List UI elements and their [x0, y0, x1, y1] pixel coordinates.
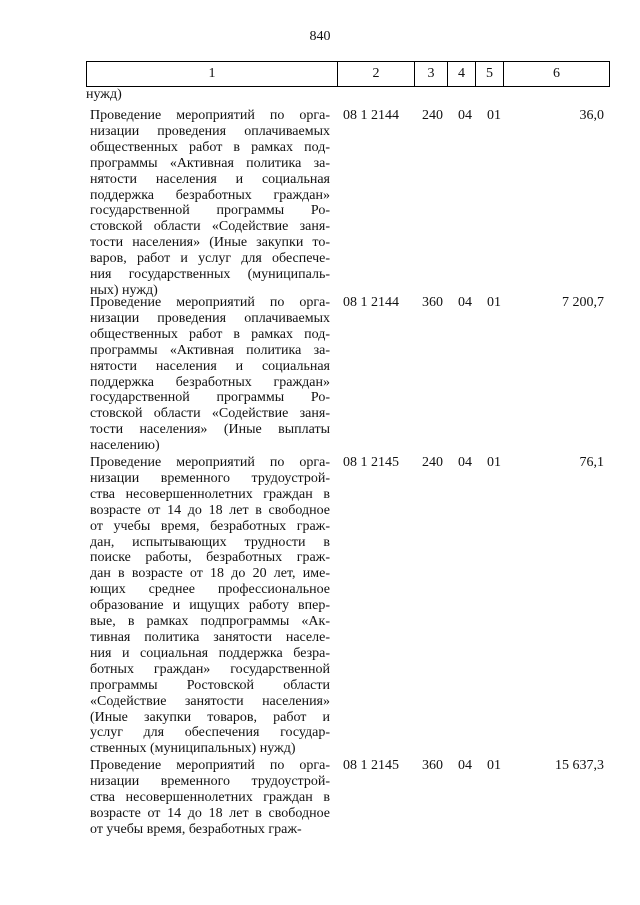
description-line: общественных работ в рамках под-	[90, 326, 330, 342]
row-subsection: 01	[487, 295, 501, 310]
description-line: низации проведения оплачиваемых	[90, 123, 330, 139]
row-description	[90, 295, 330, 454]
description-line: услуг для обеспечения государ-	[90, 725, 330, 741]
header-col-5: 5	[476, 62, 504, 87]
row-subsection: 01	[487, 108, 501, 123]
row-section: 04	[458, 455, 472, 470]
description-line: дан, испытывающих трудности в	[90, 534, 330, 550]
row-subsection: 01	[487, 758, 501, 773]
row-description	[90, 108, 330, 299]
description-line: варов, работ и услуг для обеспече-	[90, 251, 330, 267]
description-line: образование и ищущих работу впер-	[90, 598, 330, 614]
row-section: 04	[458, 108, 472, 123]
row-target-code: 08 1 2144	[343, 108, 399, 123]
header-col-2: 2	[338, 62, 415, 87]
description-line: ства несовершеннолетних граждан в	[90, 789, 330, 805]
page-number: 840	[309, 29, 331, 44]
row-target-code: 08 1 2145	[343, 758, 399, 773]
description-line: низации временного трудоустрой-	[90, 773, 330, 789]
description-line: «Содействие занятости населения»	[90, 693, 330, 709]
description-line: ственных (муниципальных) нужд)	[90, 741, 296, 757]
description-line: государственной программы Ро-	[90, 390, 330, 406]
description-line: вые, в рамках подпрограммы «Ак-	[90, 614, 330, 630]
row-section: 04	[458, 758, 472, 773]
row-expense-type: 360	[422, 758, 443, 773]
description-line: государственной программы Ро-	[90, 203, 330, 219]
description-line: ния и социальная поддержка безра-	[90, 645, 330, 661]
row-amount: 7 200,7	[562, 295, 604, 310]
header-col-6: 6	[504, 62, 610, 87]
description-line: стовской области «Содействие заня-	[90, 406, 330, 422]
row-subsection: 01	[487, 455, 501, 470]
description-line: низации проведения оплачиваемых	[90, 310, 330, 326]
row-amount: 15 637,3	[555, 758, 604, 773]
row-target-code: 08 1 2144	[343, 295, 399, 310]
row-expense-type: 360	[422, 295, 443, 310]
description-line: программы «Активная политика за-	[90, 342, 330, 358]
description-line: поддержка безработных граждан»	[90, 187, 330, 203]
description-line: ботных граждан» государственной	[90, 661, 330, 677]
row-description	[90, 758, 330, 838]
description-line: от учебы время, безработных граж-	[90, 821, 302, 837]
description-line: тивная политика занятости населе-	[90, 629, 330, 645]
description-line: ющих среднее профессиональное	[90, 582, 330, 598]
row-section: 04	[458, 295, 472, 310]
continuation-text: нужд)	[86, 87, 122, 102]
description-line: нятости населения и социальная	[90, 171, 330, 187]
header-col-1: 1	[87, 62, 338, 87]
description-line: Проведение мероприятий по орга-	[90, 108, 330, 123]
description-line: тости населения» (Иные закупки то-	[90, 235, 330, 251]
description-line: программы «Активная политика за-	[90, 155, 330, 171]
description-line: поиске работы, безработных граж-	[90, 550, 330, 566]
row-expense-type: 240	[422, 455, 443, 470]
row-amount: 36,0	[579, 108, 604, 123]
description-line: поддержка безработных граждан»	[90, 374, 330, 390]
description-line: общественных работ в рамках под-	[90, 139, 330, 155]
row-description	[90, 455, 330, 757]
description-line: низации временного трудоустрой-	[90, 470, 330, 486]
description-line: возрасте от 14 до 18 лет в свободное	[90, 805, 330, 821]
description-line: населению)	[90, 438, 160, 454]
description-line: возрасте от 14 до 18 лет в свободное	[90, 502, 330, 518]
description-line: Проведение мероприятий по орга-	[90, 455, 330, 470]
header-col-4: 4	[448, 62, 476, 87]
description-line: от учебы время, безработных граж-	[90, 518, 330, 534]
header-col-3: 3	[415, 62, 448, 87]
description-line: Проведение мероприятий по орга-	[90, 758, 330, 773]
row-amount: 76,1	[579, 455, 604, 470]
description-line: ных) нужд)	[90, 282, 158, 298]
description-line: ства несовершеннолетних граждан в	[90, 486, 330, 502]
row-expense-type: 240	[422, 108, 443, 123]
description-line: тости населения» (Иные выплаты	[90, 422, 330, 438]
description-line: (Иные закупки товаров, работ и	[90, 709, 330, 725]
row-target-code: 08 1 2145	[343, 455, 399, 470]
description-line: дан в возрасте от 18 до 20 лет, име-	[90, 566, 330, 582]
description-line: нятости населения и социальная	[90, 358, 330, 374]
description-line: Проведение мероприятий по орга-	[90, 295, 330, 310]
description-line: ния государственных (муниципаль-	[90, 267, 330, 283]
description-line: программы Ростовской области	[90, 677, 330, 693]
description-line: стовской области «Содействие заня-	[90, 219, 330, 235]
table-header	[86, 61, 610, 87]
